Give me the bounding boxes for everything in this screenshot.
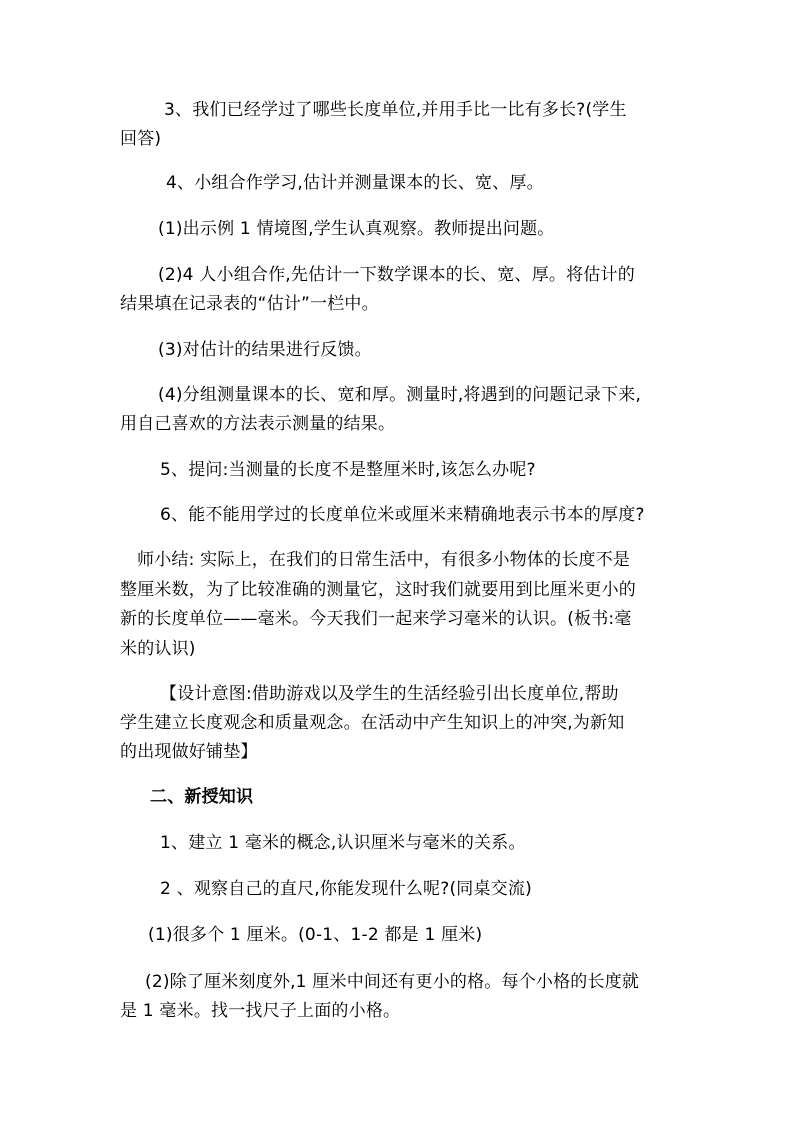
paragraph-15-line-2: 是 1 毫米。找一找尺子上面的小格。 [120, 1001, 401, 1021]
paragraph-6-line-2: 用自己喜欢的方法表示测量的结果。 [120, 414, 396, 434]
paragraph-5-line-1: (3)对估计的结果进行反馈。 [158, 340, 372, 360]
paragraph-8-line-1: 6、能不能用学过的长度单位米或厘米来精确地表示书本的厚度? [160, 505, 645, 525]
paragraph-6-line-1: (4)分组测量课本的长、宽和厚。测量时,将遇到的问题记录下来, [158, 385, 642, 405]
paragraph-9-line-1: 师小结: 实际上，在我们的日常生活中，有很多小物体的长度不是 [137, 550, 631, 570]
paragraph-13-line-1: 2 、观察自己的直尺,你能发现什么呢?(同桌交流) [160, 879, 532, 899]
paragraph-9-line-4: 米的认识) [120, 639, 196, 659]
section-heading-new-knowledge: 二、新授知识 [150, 787, 254, 807]
paragraph-9-line-2: 整厘米数，为了比较准确的测量它，这时我们就要用到比厘米更小的 [120, 580, 636, 600]
paragraph-14-line-1: (1)很多个 1 厘米。(0-1、1-2 都是 1 厘米) [148, 925, 483, 945]
paragraph-2-line-1: 4、小组合作学习,估计并测量课本的长、宽、厚。 [166, 173, 544, 193]
paragraph-3-line-1: (1)出示例 1 情境图,学生认真观察。教师提出问题。 [158, 219, 555, 239]
paragraph-4-line-2: 结果填在记录表的“估计”一栏中。 [120, 294, 379, 314]
paragraph-1-line-2: 回答) [120, 129, 162, 149]
paragraph-7-line-1: 5、提问:当测量的长度不是整厘米时,该怎么办呢? [160, 460, 536, 480]
paragraph-12-line-1: 1、建立 1 毫米的概念,认识厘米与毫米的关系。 [160, 833, 526, 853]
paragraph-15-line-1: (2)除了厘米刻度外,1 厘米中间还有更小的格。每个小格的长度就 [145, 972, 640, 992]
paragraph-9-line-3: 新的长度单位——毫米。今天我们一起来学习毫米的认识。(板书:毫 [120, 609, 632, 629]
paragraph-4-line-1: (2)4 人小组合作,先估计一下数学课本的长、宽、厚。将估计的 [158, 265, 635, 285]
paragraph-10-line-1: 【设计意图:借助游戏以及学生的生活经验引出长度单位,帮助 [160, 684, 619, 704]
paragraph-10-line-3: 的出现做好铺垫】 [120, 742, 258, 762]
paragraph-1-line-1: 3、我们已经学过了哪些长度单位,并用手比一比有多长?(学生 [164, 100, 627, 120]
paragraph-10-line-2: 学生建立长度观念和质量观念。在活动中产生知识上的冲突,为新知 [120, 713, 625, 733]
